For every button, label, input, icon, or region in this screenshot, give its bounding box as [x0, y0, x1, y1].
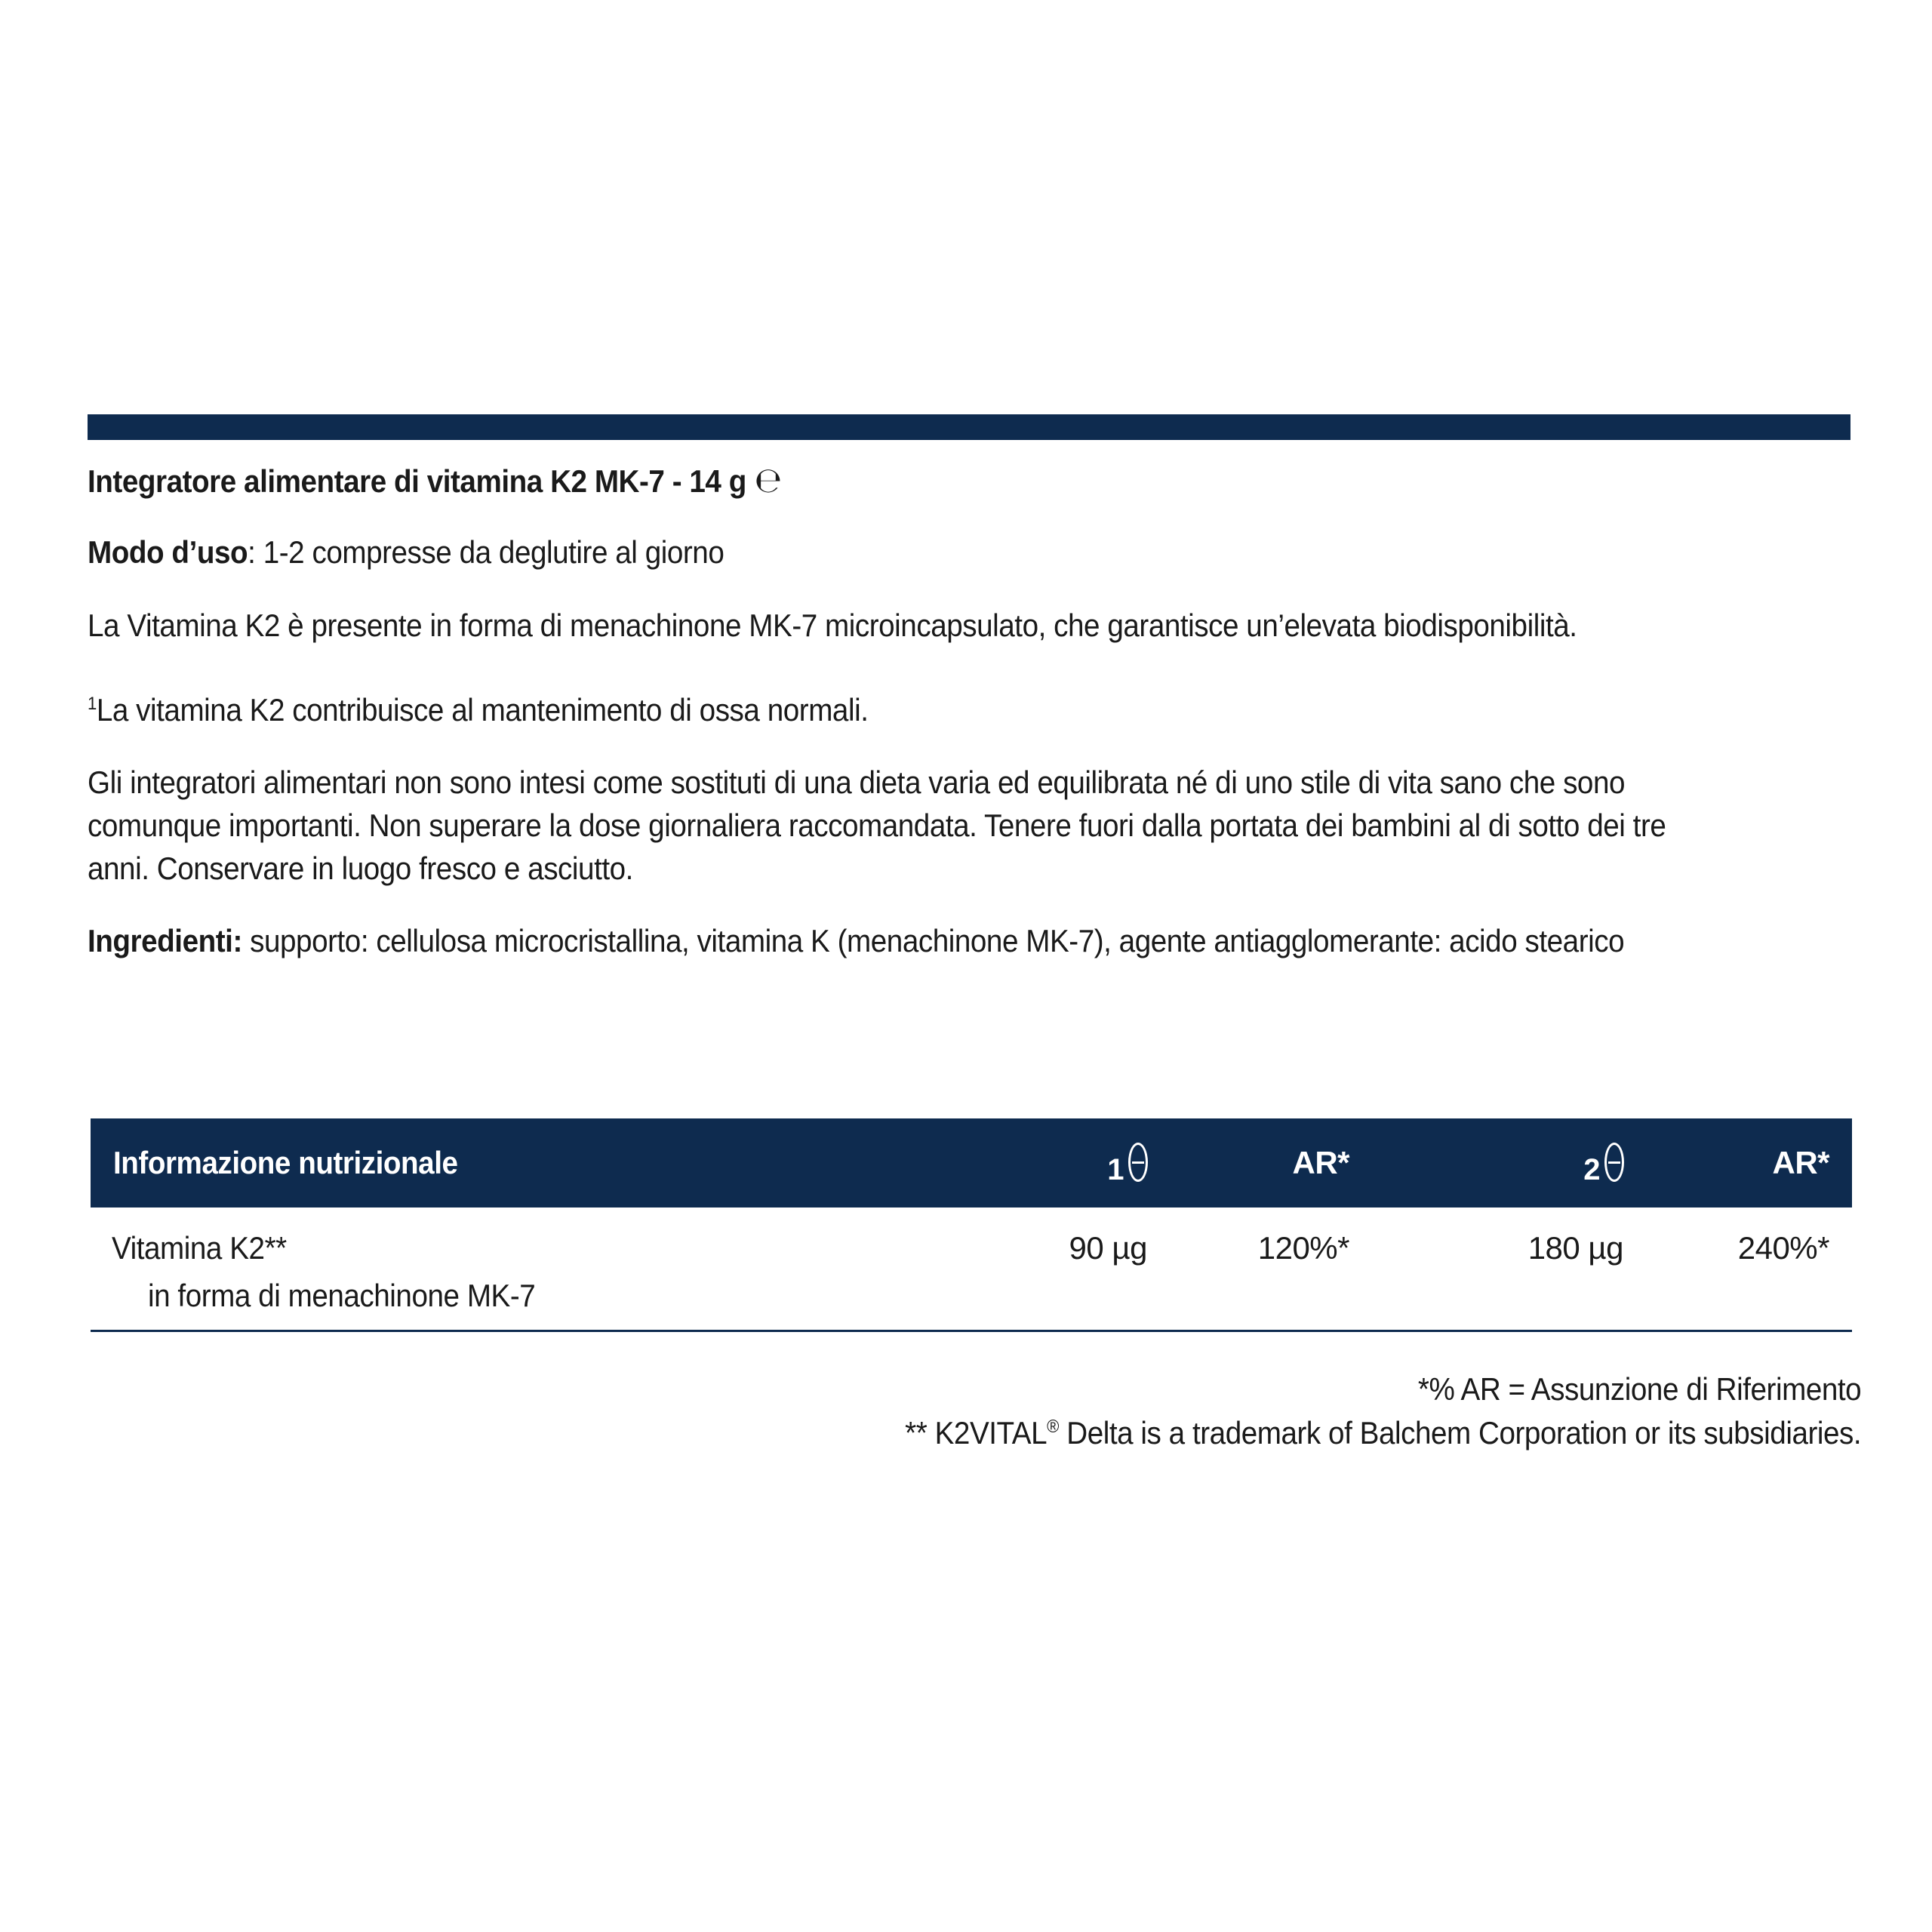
dose2-header [1583, 1118, 1624, 1208]
nutrient-dose2: 180 µg [1527, 1230, 1623, 1266]
estimated-sign-icon: ℮ [754, 460, 782, 500]
product-title [88, 459, 1709, 503]
nutrient-ar1: 120%* [1257, 1230, 1349, 1266]
dose1-qty: 1 [1107, 1152, 1124, 1186]
ar1-header: AR* [1292, 1145, 1349, 1180]
nutrient-dose1: 90 µg [1069, 1230, 1147, 1266]
nutrition-header-title: Informazione nutrizionale [113, 1145, 458, 1180]
trademark-post: Delta is a trademark of Balchem Corporation or its subsidiaries. [1058, 1415, 1861, 1451]
table-row [91, 1208, 1852, 1331]
usage-instructions [88, 531, 1709, 574]
dose1-header [1107, 1118, 1148, 1208]
claim-text: La vitamina K2 contribuisce al mantenimento di ossa normali. [96, 692, 869, 728]
nutrient-form: in forma di menachinone MK-7 [148, 1278, 536, 1313]
nutrient-ar2: 240%* [1737, 1230, 1829, 1266]
table-bottom-rule [91, 1330, 1852, 1332]
ar2-header: AR* [1772, 1145, 1829, 1180]
warnings-text: Gli integratori alimentari non sono intesi come sostituti di una dieta varia ed equilibrata né di uno stile di vita sano che sono comunque importanti. Non superare la dose giornaliera raccomandata. Tenere fuori dalla portata dei bambini al di sotto dei tre anni. Conservare in luogo fresco e asciutto. [88, 764, 1666, 886]
claim-footnote-ref: 1 [88, 694, 97, 714]
footnotes [905, 1367, 1861, 1455]
dose2-qty: 2 [1583, 1152, 1600, 1186]
registered-mark: ® [1046, 1417, 1059, 1437]
product-description: La Vitamina K2 è presente in forma di menachinone MK-7 microincapsulato, che garantisce un’elevata biodisponibilità. [88, 608, 1577, 643]
nutrient-name: Vitamina K2** [112, 1230, 287, 1266]
tablet-icon [1128, 1143, 1148, 1182]
usage-text: : 1-2 compresse da deglutire al giorno [248, 534, 724, 570]
ar-footnote: *% AR = Assunzione di Riferimento [1417, 1371, 1861, 1407]
ingredients-text: supporto: cellulosa microcristallina, vitamina K (menachinone MK-7), agente antiagglomerante: acido stearico [242, 923, 1625, 958]
usage-label: Modo d’uso [88, 534, 248, 570]
ingredients [88, 919, 1709, 962]
tablet-icon [1604, 1143, 1624, 1182]
ingredients-label: Ingredienti: [88, 923, 242, 958]
health-claim [88, 688, 1709, 731]
top-divider-bar [88, 414, 1850, 440]
trademark-footnote [905, 1411, 1861, 1455]
product-title-text: Integratore alimentare di vitamina K2 MK-7 - 14 g [88, 463, 746, 499]
nutrition-table-header [91, 1118, 1852, 1208]
trademark-pre: ** K2VITAL [904, 1415, 1047, 1451]
